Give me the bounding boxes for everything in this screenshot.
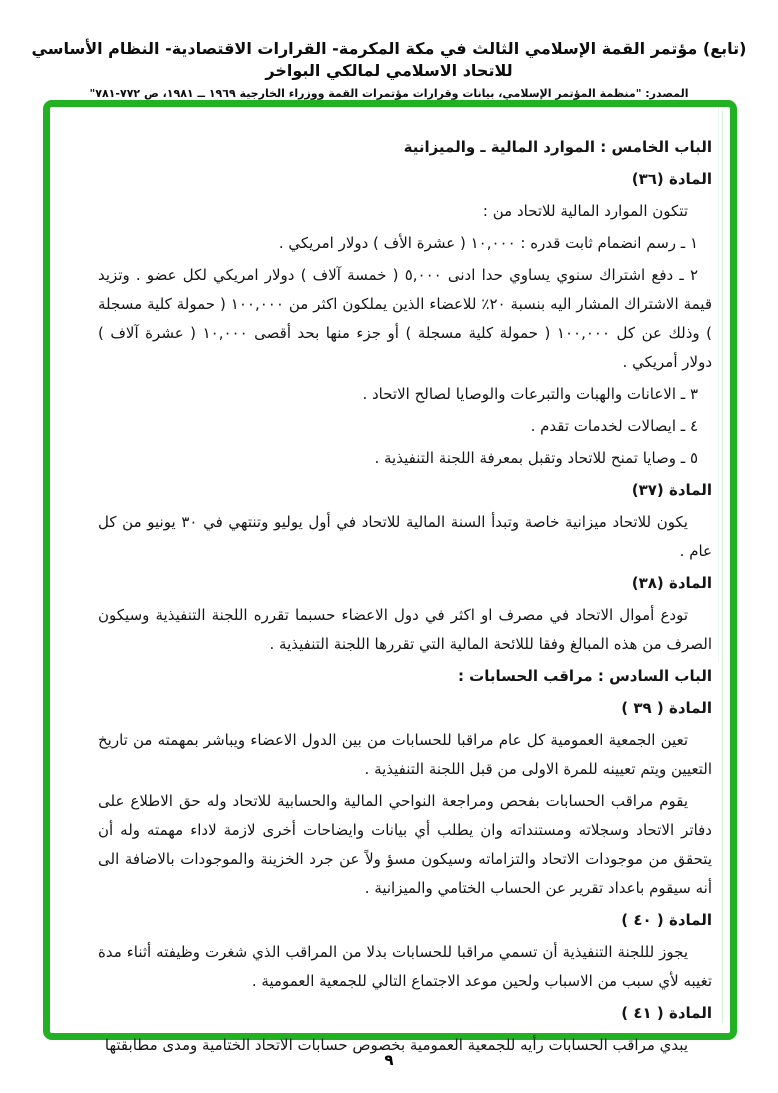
scanned-page-frame (43, 100, 737, 1054)
paragraph: تعين الجمعية العمومية كل عام مراقبا للحسابات من بين الدول الاعضاء ويباشر بمهمته من تاريخ التعيين ويتم تعيينه للمرة الاولى من قبل اللجنة التنفيذية . (98, 731, 712, 778)
document-header (20, 38, 758, 101)
article-heading: المادة (٣٧) (631, 481, 712, 499)
paragraph: يبدي مراقب الحسابات رأيه للجمعية العمومية بخصوص حسابات الاتحاد الختامية ومدى مطابقتها (104, 1036, 688, 1054)
scan-edge-artifact (722, 111, 723, 1023)
paragraph: يقوم مراقب الحسابات بفحص ومراجعة النواحي المالية والحسابية للاتحاد وله حق الاطلاع على دفاتر الاتحاد وسجلاته ومستنداته وان يطلب أي بيانات وايضاحات أخرى لازمة لاداء مهمته وله أن يتحقق من موجودات الاتحاد والتزاماته وسيكون مسؤ ولاً عن جرد الخزينة والموجودات بالاضافة الى أنه سيقوم باعداد تقرير عن الحساب الختامي والميزانية . (98, 792, 712, 897)
list-item: ٢ ـ دفع اشتراك سنوي يساوي حدا ادنى ٥,٠٠٠ ( خمسة آلاف ) دولار امريكي لكل عضو . وتزيد قيمة الاشتراك المشار اليه بنسبة ٢٠٪ للاعضاء الذين يملكون اكثر من ١٠٠,٠٠٠ ( حمولة كلية مسجلة ) وذلك عن كل ١٠٠,٠٠٠ ( حمولة كلية مسجلة ) أو جزء منها بحد أقصى ١٠,٠٠٠ ( عشرة آلاف ) دولار أمريكي . (98, 266, 712, 371)
article-heading: المادة (٣٦) (631, 170, 712, 188)
page-number: ٩ (384, 1051, 394, 1069)
paragraph: تتكون الموارد المالية للاتحاد من : (482, 202, 688, 220)
paragraph: تودع أموال الاتحاد في مصرف او اكثر في دول الاعضاء حسبما تقرره اللجنة التنفيذية وسيكون الصرف من هذه المبالغ وفقا لللائحة المالية التي تقررها اللجنة التنفيذية . (98, 606, 712, 653)
document-body (98, 133, 712, 1063)
article-heading: المادة ( ٤٠ ) (621, 911, 712, 929)
article-heading: المادة ( ٣٩ ) (621, 699, 712, 717)
list-item: ٤ ـ ايصالات لخدمات تقدم . (530, 417, 698, 435)
header-title: (تابع) مؤتمر القمة الإسلامي الثالث في مكة المكرمة- القرارات الاقتصادية- النظام الأساسي للاتحاد الاسلامي لمالكي البواخر (31, 39, 747, 80)
list-item: ٣ ـ الاعانات والهبات والتبرعات والوصايا لصالح الاتحاد . (362, 385, 698, 403)
paragraph: يجوز لللجنة التنفيذية أن تسمي مراقبا للحسابات بدلا من المراقب الذي شغرت وظيفته أثناء مدة تغيبه لأي سبب من الاسباب ولحين موعد الاجتماع التالي للجمعية العمومية . (98, 943, 712, 990)
article-heading: المادة (٣٨) (631, 574, 712, 592)
list-item: ١ ـ رسم انضمام ثابت قدره : ١٠,٠٠٠ ( عشرة الأف ) دولار امريكي . (278, 234, 698, 252)
paragraph: يكون للاتحاد ميزانية خاصة وتبدأ السنة المالية للاتحاد في أول يوليو وتنتهي في ٣٠ يونيو من كل عام . (98, 513, 712, 560)
article-heading: المادة ( ٤١ ) (621, 1004, 712, 1022)
chapter-heading: الباب الخامس : الموارد المالية ـ والميزانية (403, 138, 712, 156)
scan-edge-artifact-2 (718, 107, 719, 663)
chapter-heading: الباب السادس : مراقب الحسابات : (457, 667, 712, 685)
header-source-citation: المصدر: "منظمة المؤتمر الإسلامي، بيانات وقرارات مؤتمرات القمة ووزراء الخارجية ١٩٦٩ ــ ١٩٨١، ص ٧٧٢-٧٨١" (89, 87, 689, 100)
list-item: ٥ ـ وصايا تمنح للاتحاد وتقبل بمعرفة اللجنة التنفيذية . (374, 449, 698, 467)
